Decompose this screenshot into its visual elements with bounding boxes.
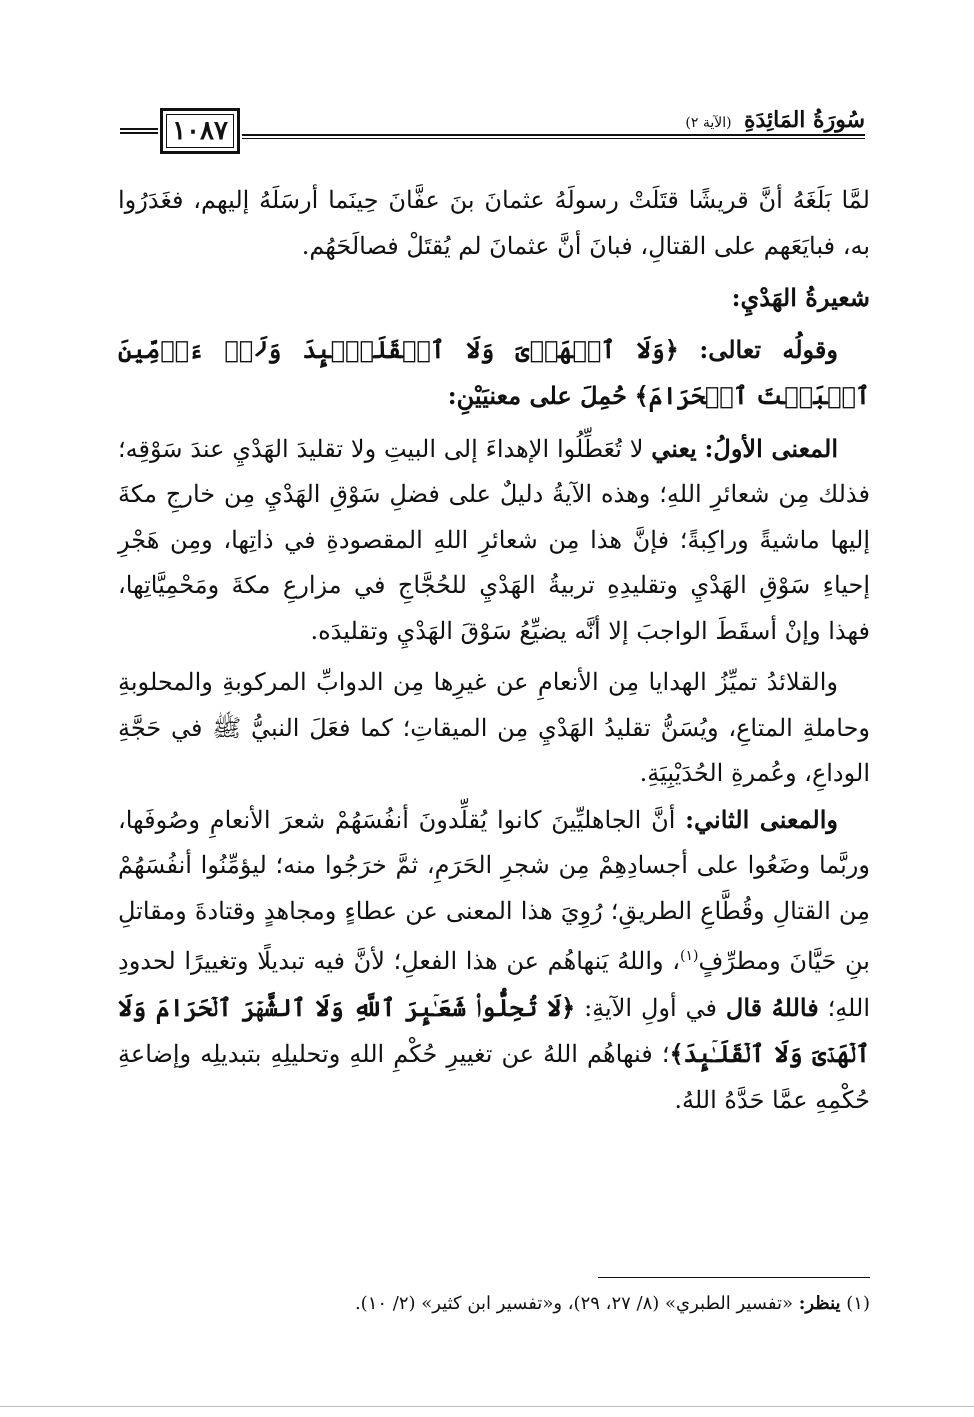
- section-heading: شعيرةُ الهَدْيِ:: [731, 283, 870, 312]
- second-meaning-label: والمعنى الثاني:: [685, 804, 839, 834]
- page-bottom-edge: [0, 1406, 974, 1407]
- page-header: [120, 108, 865, 158]
- paragraph-1: [118, 178, 870, 269]
- paragraph-2: [118, 327, 870, 420]
- paragraph-2-lead: وقولُه تعالى:: [699, 334, 838, 364]
- verse-reference: (الآية ٢): [685, 115, 732, 131]
- paragraph-3-text: لا تُعَطِّلُوا الإهداءَ إلى البيتِ ولا تقليدَ الهَدْيِ عندَ سَوْقِه؛ فذلك مِن شعائرِ اللهِ؛ وهذه الآيةُ دليلٌ على فضلِ سَوْقِ الهَدْيِ مِن خارجِ مكةَ إليها ماشيةً وراكِبةً؛ فإنَّ هذا مِن شعائرِ اللهِ المقصودةِ في ذاتِها، ومِن هَجْرِ إحياءِ سَوْقِ الهَدْيِ وتقليدِهِ تربيةُ الهَدْيِ للحُجَّاجِ في مزارعِ مكةَ ومَحْمِيَّاتِها، فهذا وإنْ أسقَطَ الواجبَ إلا أنَّه يضيِّعُ سَوْقَ الهَدْيِ وتقليدَه.: [118, 434, 870, 645]
- paragraph-5-bold: فاللهُ قال: [725, 992, 819, 1022]
- footnote: [118, 1290, 870, 1318]
- paragraph-5-text-c: في أولِ الآيةِ:: [584, 993, 718, 1022]
- paragraph-5-text-d: ؛ فنهاهُم اللهُ عن تغييرِ حُكْمِ اللهِ وتحليلِهِ بتبديلِه وإضاعةِ حُكْمِهِ عمَّا حَدَّهُ اللهُ.: [118, 1040, 870, 1114]
- footnote-number: (١): [846, 1293, 870, 1314]
- footnote-reference[interactable]: (١): [679, 948, 699, 964]
- quran-verse-1: ﴿وَلَا ٱلۡهَدۡیَ وَلَا ٱلۡقَلَـٰۤىِٕدَ وَلَاۤ ءَاۤمِّینَ ٱلۡبَیۡتَ ٱلۡحَرَامَ﴾: [118, 334, 870, 410]
- paragraph-3-bold: يعني: [651, 433, 697, 463]
- paragraph-5-text-a: أنَّ الجاهليِّينَ كانوا يُقلِّدونَ أنفُسَهُمْ شعرَ الأنعامِ وصُوفَها، وربَّما وضَعُوا على أجسادِهِمْ مِن شجرِ الحَرَمِ، ثمَّ خرَجُوا منه؛ ليؤمِّنُوا أنفُسَهُمْ مِن القتالِ وقُطَّاعِ الطريقِ؛ رُوِيَ هذا المعنى عن عطاءٍ ومجاهدٍ وقتادةَ ومقاتلِ بنِ حَيَّانَ ومطرِّفٍ: [118, 805, 870, 975]
- page-number-frame: [160, 108, 240, 154]
- footnote-text: «تفسير الطبري» (٨/ ٢٧، ٢٩)، و«تفسير ابن كثير» (٢/ ١٠).: [354, 1293, 793, 1314]
- paragraph-3: [118, 426, 870, 655]
- first-meaning-label: المعنى الأولُ:: [704, 433, 838, 463]
- surah-name: سُورَةُ المَائِدَةِ: [743, 107, 865, 133]
- page-number: ١٠٨٧: [172, 116, 228, 146]
- footnote-label: ينظر:: [798, 1293, 841, 1314]
- paragraph-2-rest: حُمِلَ على معنيَيْنِ:: [447, 381, 627, 410]
- header-rule-right-thin: [242, 138, 865, 139]
- paragraph-4: [118, 660, 870, 797]
- header-rule-left: [120, 128, 158, 134]
- quran-verse-2: ﴿لَا تُحِلُّوا۟ شَعَـٰۤىِٕرَ ٱللَّهِ وَلَا ٱلشَّهۡرَ ٱلۡحَرَامَ وَلَا ٱلۡهَدۡیَ وَلَا ٱلۡقَلَـٰۤىِٕدَ﴾: [118, 992, 870, 1068]
- paragraph-1-text: لمَّا بَلَغَهُ أنَّ قريشًا قتَلَتْ رسولَهُ عثمانَ بنَ عفَّانَ حِينَما أرسَلَهُ إليهم، فغَدَرُوا به، فبايَعَهم على القتالِ، فبانَ أنَّ عثمانَ لم يُقتَلْ فصالَحَهُم.: [118, 186, 870, 260]
- paragraph-4-text: والقلائدُ تميِّزُ الهدايا مِن الأنعامِ عن غيرِها مِن الدوابِّ المركوبةِ والمحلوبةِ وحاملةِ المتاعِ، ويُسَنُّ تقليدُ الهَدْيِ مِن الميقاتِ؛ كما فعَلَ النبيُّ ﷺ في حَجَّةِ الوداعِ، وعُمرةِ الحُدَيْبِيَةِ.: [118, 668, 870, 787]
- running-title: [685, 108, 865, 135]
- paragraph-5-text-b: ، واللهُ يَنهاهُم عن هذا الفعلِ؛ لأنَّ فيه تبديلًا وتغييرًا لحدودِ اللهِ؛: [118, 947, 870, 1022]
- main-text: [118, 178, 870, 1123]
- footnote-separator: [598, 1277, 870, 1278]
- paragraph-5: [118, 797, 870, 1124]
